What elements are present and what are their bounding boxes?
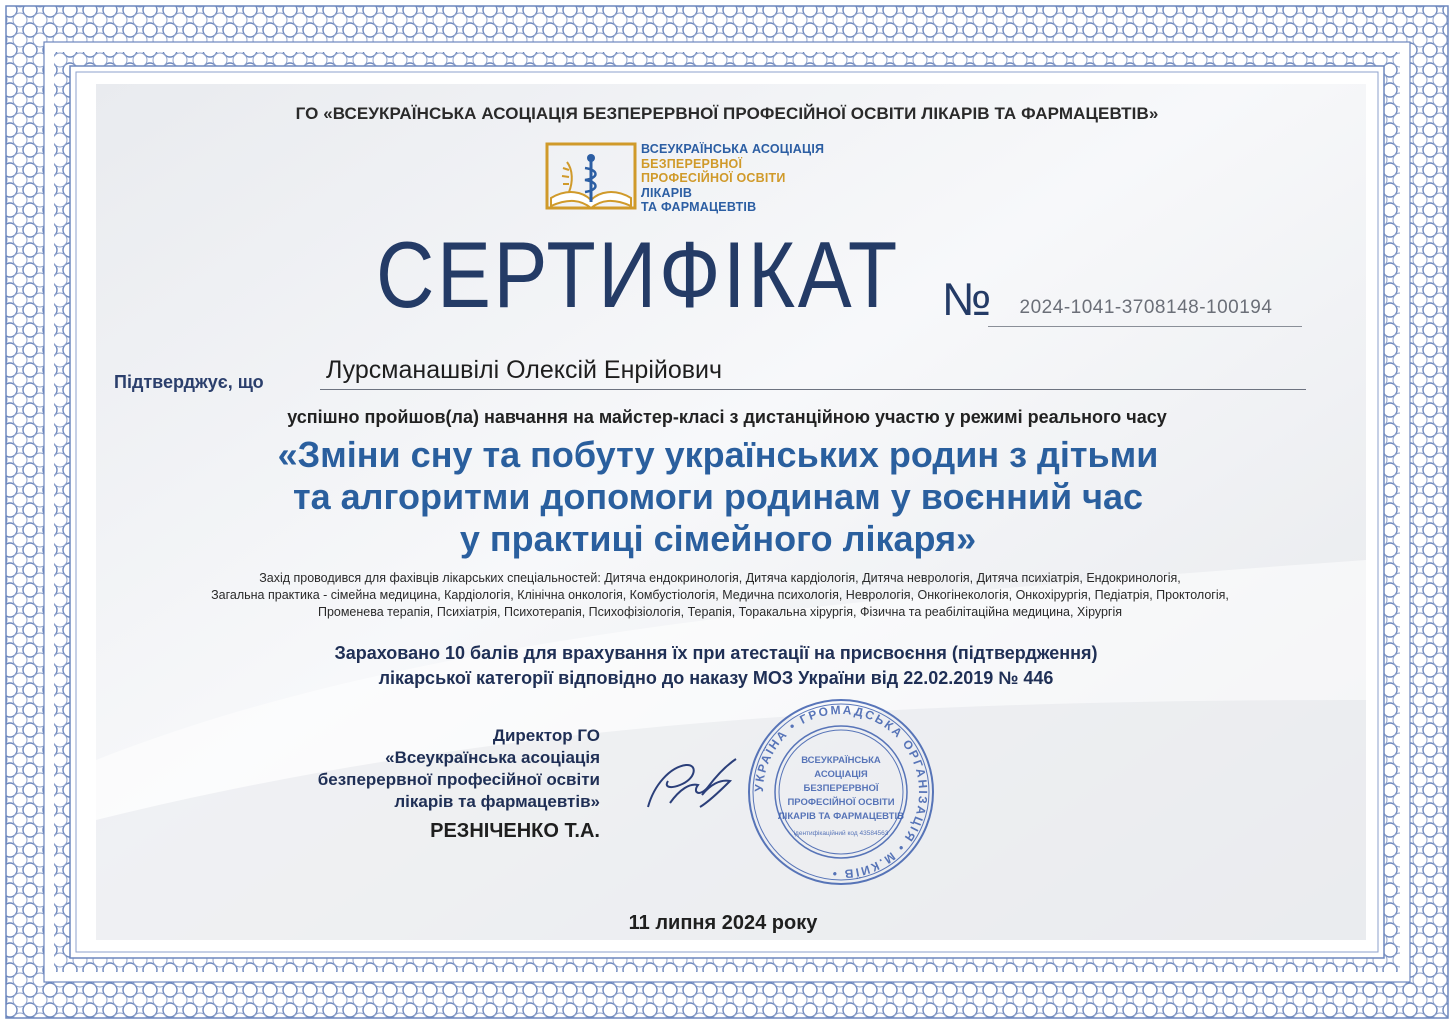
logo-line: ЛІКАРІВ — [641, 185, 693, 200]
specialties-line: Променева терапія, Психіатрія, Психотерапія, Психофізіологія, Терапія, Торакальна хірургія, Фізична та реабілітаційна медицина, Хірургія — [317, 605, 1123, 619]
confirms-label: Підтверджує, що — [114, 372, 264, 392]
organization-stamp — [746, 697, 936, 887]
logo-wordmark — [641, 142, 824, 215]
logo-line: ПРОФЕСІЙНОЇ ОСВІТИ — [641, 171, 786, 185]
number-sign: № — [942, 273, 992, 325]
director-title — [250, 725, 600, 813]
recipient-name: Лурсманашвілі Олексій Енрійович — [326, 356, 723, 384]
specialties-list — [100, 570, 1340, 621]
course-title-line: у практиці сімейного лікаря» — [459, 518, 977, 559]
course-title-line: «Зміни сну та побуту українських родин з дітьми — [277, 434, 1159, 475]
logo-line: ВСЕУКРАЇНСЬКА АСОЦІАЦІЯ — [641, 142, 825, 156]
credits-line: Зараховано 10 балів для врахування їх при атестації на присвоєння (підтвердження) — [334, 643, 1098, 663]
organization-header: ГО «ВСЕУКРАЇНСЬКА АСОЦІАЦІЯ БЕЗПЕРЕРВНОЇ ПРОФЕСІЙНОЇ ОСВІТИ ЛІКАРІВ ТА ФАРМАЦЕВТІВ» — [295, 104, 1159, 123]
book-caduceus-logo-icon — [543, 140, 639, 218]
logo-line: ТА ФАРМАЦЕВТІВ — [641, 200, 757, 214]
recipient-underline — [320, 389, 1306, 390]
director-line: «Всеукраїнська асоціація — [385, 748, 600, 767]
director-name: РЕЗНІЧЕНКО Т.А. — [430, 820, 600, 842]
logo-line: БЕЗПЕРЕРВНОЇ — [641, 156, 743, 171]
completion-statement: успішно пройшов(ла) навчання на майстер-класі з дистанційною участю у режимі реального часу — [287, 407, 1167, 427]
specialties-line: Захід проводився для фахівців лікарських спеціальностей: Дитяча ендокринологія, Дитяча кардіологія, Дитяча неврологія, Дитяча психіатрія, Ендокринологія, — [259, 571, 1181, 585]
director-line: Директор ГО — [492, 726, 600, 745]
certificate-number-underline — [988, 326, 1302, 327]
stamp-inner-line: ЛІКАРІВ ТА ФАРМАЦЕВТІВ — [778, 811, 904, 822]
stamp-code: ідентифікаційний код 43584563 — [793, 830, 889, 837]
handwritten-signature — [640, 745, 750, 825]
certificate-number: 2024-1041-3708148-100194 — [1019, 297, 1273, 318]
certificate-title: СЕРТИФІКАТ — [376, 222, 900, 327]
stamp-inner-line: ПРОФЕСІЙНОЇ ОСВІТИ — [787, 797, 895, 808]
stamp-inner-line: ВСЕУКРАЇНСЬКА — [801, 755, 881, 766]
course-title — [0, 434, 1436, 560]
director-line: лікарів та фармацевтів» — [394, 792, 600, 811]
specialties-line: Загальна практика - сімейна медицина, Кардіологія, Клінічна онкологія, Комбустіологія, Медична психологія, Неврологія, Онкогінекологія, Онкохірургія, Педіатрія, Проктологія, — [211, 588, 1229, 602]
stamp-inner-line: АСОЦІАЦІЯ — [814, 769, 868, 780]
stamp-inner-line: БЕЗПЕРЕРВНОЇ — [803, 783, 879, 794]
course-title-line: та алгоритми допомоги родинам у воєнний час — [292, 476, 1144, 517]
issue-date: 11 липня 2024 року — [628, 912, 818, 934]
credits-line: лікарської категорії відповідно до наказу МОЗ України від 22.02.2019 № 446 — [378, 668, 1054, 688]
stamp-outer-text: УКРАЇНА • ГРОМАДСЬКА ОРГАНІЗАЦІЯ • М.КИЇВ • — [751, 702, 931, 882]
credits-statement — [0, 641, 1432, 691]
director-line: безперервної професійної освіти — [317, 770, 600, 789]
